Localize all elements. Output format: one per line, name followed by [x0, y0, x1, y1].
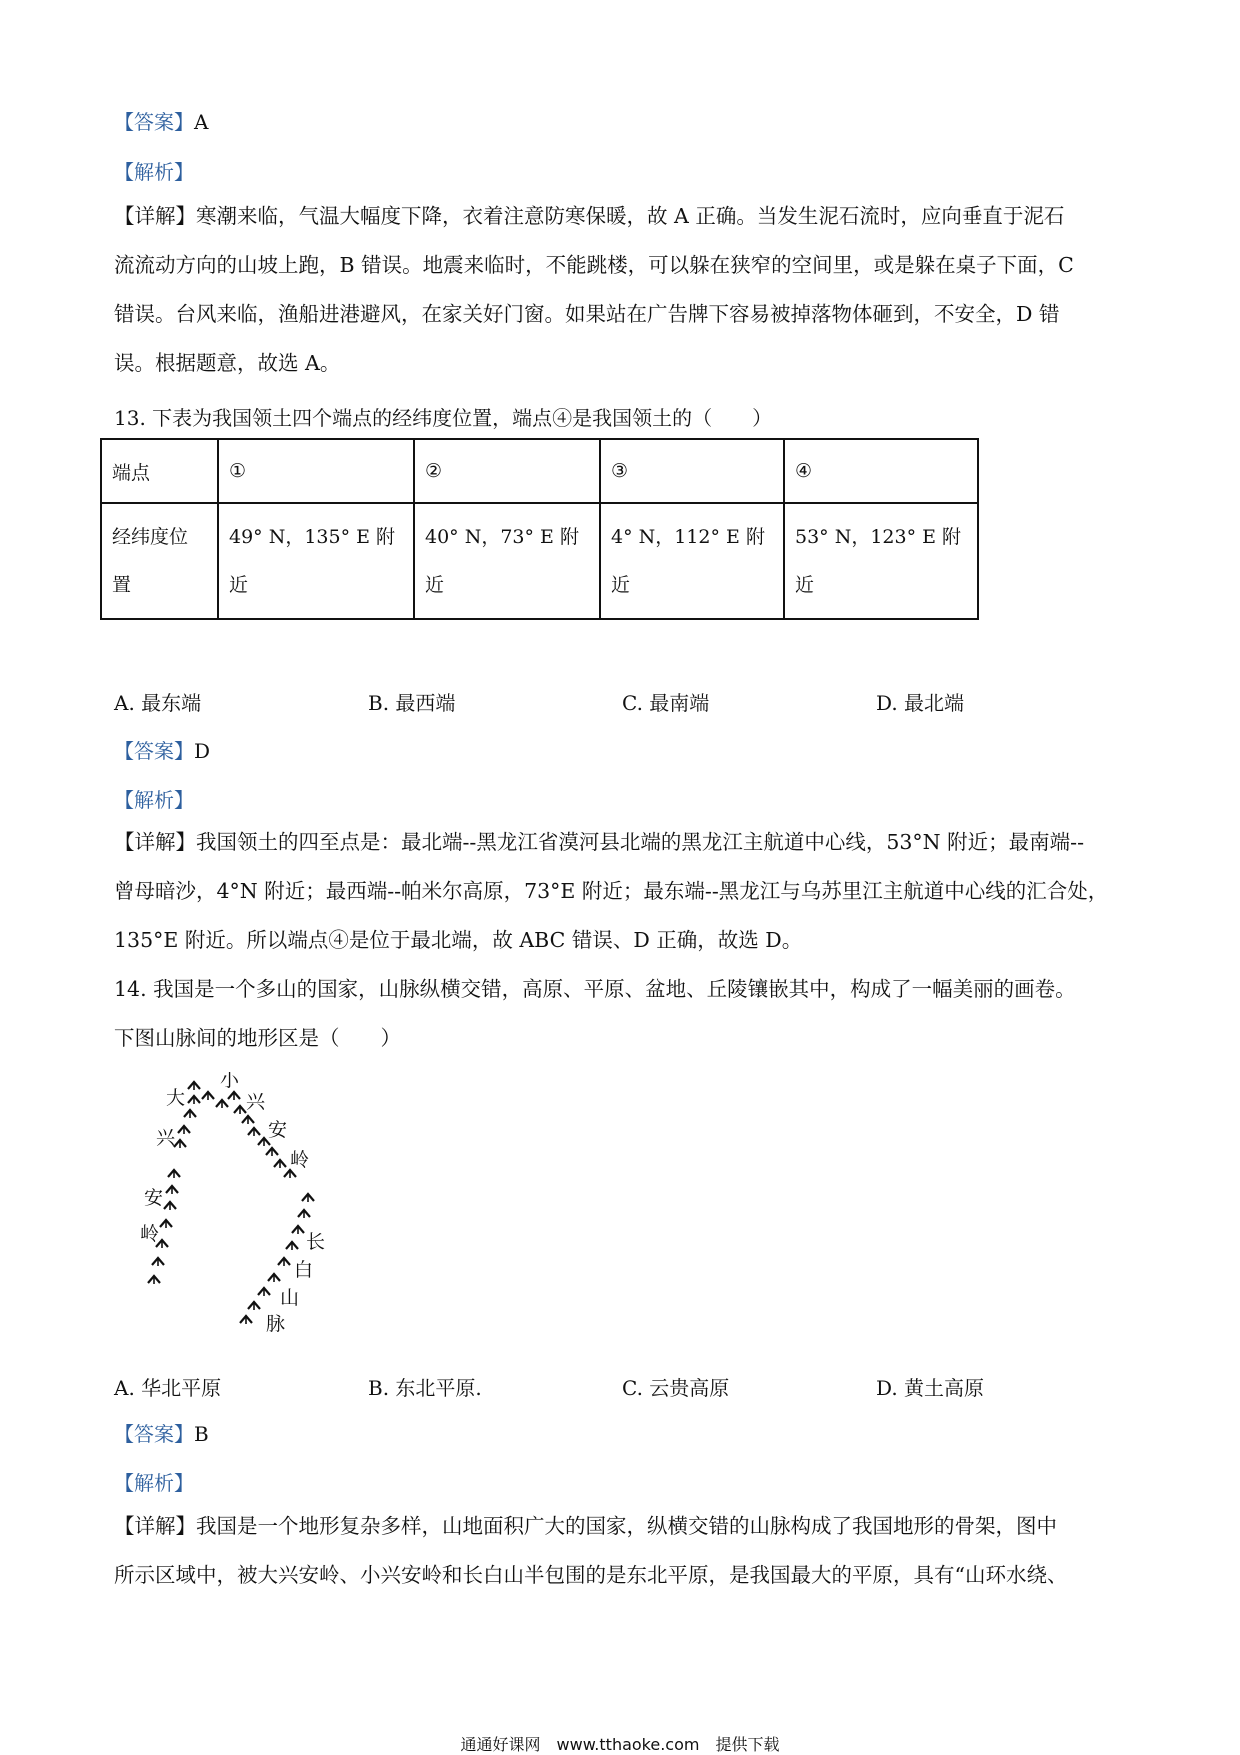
- label-an2: 安: [268, 1119, 288, 1141]
- q13-option-c: C. 最南端: [622, 691, 710, 715]
- table-cell: 端点: [101, 439, 218, 503]
- detail-line-3: 错误。台风来临，渔船进港避风，在家关好门窗。如果站在广告牌下容易被掉落物体砸到，不安全，D 错: [114, 302, 1060, 326]
- q13-option-d: D. 最北端: [876, 691, 965, 715]
- label-xing1: 兴: [156, 1127, 176, 1149]
- q14-analysis-tag: 【解析】: [114, 1471, 194, 1495]
- label-da: 大: [166, 1087, 186, 1109]
- detail-line-2: 所示区域中，被大兴安岭、小兴安岭和长白山半包围的是东北平原，是我国最大的平原，具有“山环水绕、: [114, 1563, 1068, 1587]
- table-cell: ①: [218, 439, 414, 503]
- detail-tag: 【详解】: [114, 204, 196, 228]
- detail-line-1: 【详解】我国是一个地形复杂多样，山地面积广大的国家，纵横交错的山脉构成了我国地形的骨架，图中: [114, 1514, 1057, 1538]
- label-shan: 山: [280, 1287, 300, 1309]
- mountain-diagram: [130, 1072, 350, 1352]
- table-cell: 40° N，73° E 附 近: [414, 503, 600, 619]
- detail-line-1: 【详解】寒潮来临，气温大幅度下降，衣着注意防寒保暖，故 A 正确。当发生泥石流时，应向垂直于泥石: [114, 204, 1065, 228]
- q14-option-c: C. 云贵高原: [622, 1376, 730, 1400]
- q14-option-a: A. 华北平原: [114, 1376, 222, 1400]
- label-xiao: 小: [220, 1072, 240, 1091]
- detail-line-2: 曾母暗沙，4°N 附近；最西端--帕米尔高原，73°E 附近；最东端--黑龙江与乌苏里江主航道中心线的汇合处，: [114, 879, 1109, 903]
- table-cell: 53° N，123° E 附 近: [784, 503, 978, 619]
- q12-answer: [114, 106, 208, 135]
- q13-answer: 【答案】D: [114, 739, 211, 763]
- endpoint-table: [100, 438, 979, 620]
- q14-option-d: D. 黄土高原: [876, 1376, 985, 1400]
- q13-analysis-tag: 【解析】: [114, 788, 194, 812]
- label-ling1: 岭: [140, 1223, 160, 1245]
- label-ling2: 岭: [290, 1149, 310, 1171]
- answer-value: A: [194, 110, 209, 134]
- detail-line-3: 135°E 附近。所以端点④是位于最北端，故 ABC 错误、D 正确，故选 D。: [114, 928, 803, 952]
- label-an1: 安: [144, 1187, 164, 1209]
- q12-analysis-tag: 【解析】: [114, 160, 194, 184]
- detail-line-1: 【详解】我国领土的四至点是：最北端--黑龙江省漠河县北端的黑龙江主航道中心线，53°N 附近；最南端--: [114, 830, 1084, 854]
- answer-tag: 【答案】: [114, 110, 194, 134]
- q13-option-a: A. 最东端: [114, 691, 202, 715]
- table-row: [101, 439, 978, 503]
- table-cell: ③: [600, 439, 784, 503]
- table-cell: 49° N，135° E 附 近: [218, 503, 414, 619]
- q14-answer: 【答案】B: [114, 1422, 209, 1446]
- q13-stem: 13. 下表为我国领土四个端点的经纬度位置，端点④是我国领土的（ ）: [114, 406, 773, 430]
- table-row: [101, 503, 978, 619]
- label-chang: 长: [306, 1231, 326, 1253]
- mountain-figure: [130, 1072, 350, 1352]
- q12-detail: [114, 192, 1130, 388]
- label-mai: 脉: [266, 1313, 286, 1335]
- page-footer: 通通好课网 www.tthaoke.com 提供下载: [460, 1735, 780, 1754]
- q14-option-b: B. 东北平原.: [368, 1376, 482, 1400]
- q14-stem: 14. 我国是一个多山的国家，山脉纵横交错，高原、平原、盆地、丘陵镶嵌其中，构成了一幅美丽的画卷。 下图山脉间的地形区是（ ）: [114, 977, 1076, 1050]
- table-cell: 经纬度位 置: [101, 503, 218, 619]
- q14-detail: [114, 1502, 1130, 1600]
- label-xing2: 兴: [246, 1091, 266, 1113]
- label-bai: 白: [294, 1259, 314, 1281]
- table-cell: 4° N，112° E 附 近: [600, 503, 784, 619]
- detail-line-4: 误。根据题意，故选 A。: [114, 351, 341, 375]
- detail-line-2: 流流动方向的山坡上跑，B 错误。地震来临时，不能跳楼，可以躲在狭窄的空间里，或是躲在桌子下面，C: [114, 253, 1074, 277]
- q13-option-b: B. 最西端: [368, 691, 456, 715]
- table-cell: ②: [414, 439, 600, 503]
- table-cell: ④: [784, 439, 978, 503]
- q13-detail: [114, 818, 1130, 965]
